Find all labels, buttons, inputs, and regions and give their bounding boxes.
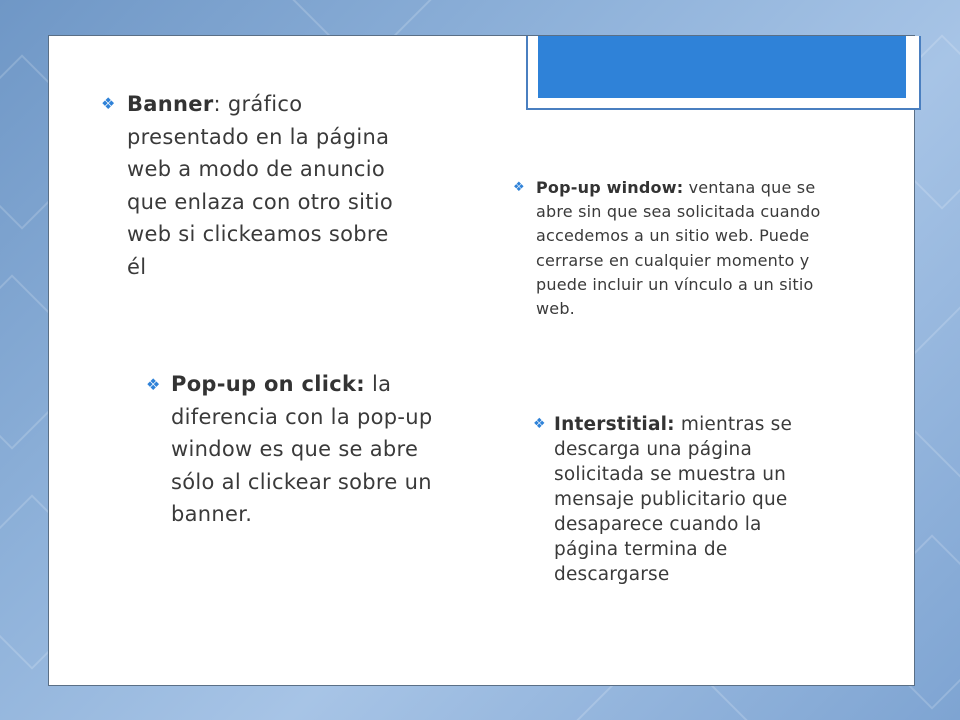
term-separator: : <box>213 92 221 116</box>
quad-diamond-bullet-icon: ❖ <box>146 375 161 394</box>
term-label: Pop-up on click: <box>171 372 366 396</box>
bullet-popup-window <box>513 176 823 321</box>
title-accent-bar <box>538 36 906 98</box>
term-label: Banner <box>127 92 214 116</box>
term-definition: gráfico presentado en la página web a modo de anuncio que enlaza con otro sitio web si clickeamos sobre él <box>127 92 394 279</box>
bullet-popup-on-click <box>146 368 436 531</box>
term-label: Pop-up window: <box>536 178 684 197</box>
term-label: Interstitial: <box>554 414 675 435</box>
bullet-banner <box>101 88 401 283</box>
bullet-interstitial <box>533 412 823 587</box>
term-definition: la diferencia con la pop-up window es que se abre sólo al clickear sobre un banner. <box>171 372 433 526</box>
quad-diamond-bullet-icon: ❖ <box>533 416 546 432</box>
term-definition: mientras se descarga una página solicitada se muestra un mensaje publicitario que desaparece cuando la página termina de descargarse <box>554 414 793 585</box>
term-definition: ventana que se abre sin que sea solicitada cuando accedemos a un sitio web. Puede cerrarse en cualquier momento y puede incluir un vínculo a un sitio web. <box>536 178 821 319</box>
quad-diamond-bullet-icon: ❖ <box>101 94 116 113</box>
quad-diamond-bullet-icon: ❖ <box>513 180 525 195</box>
